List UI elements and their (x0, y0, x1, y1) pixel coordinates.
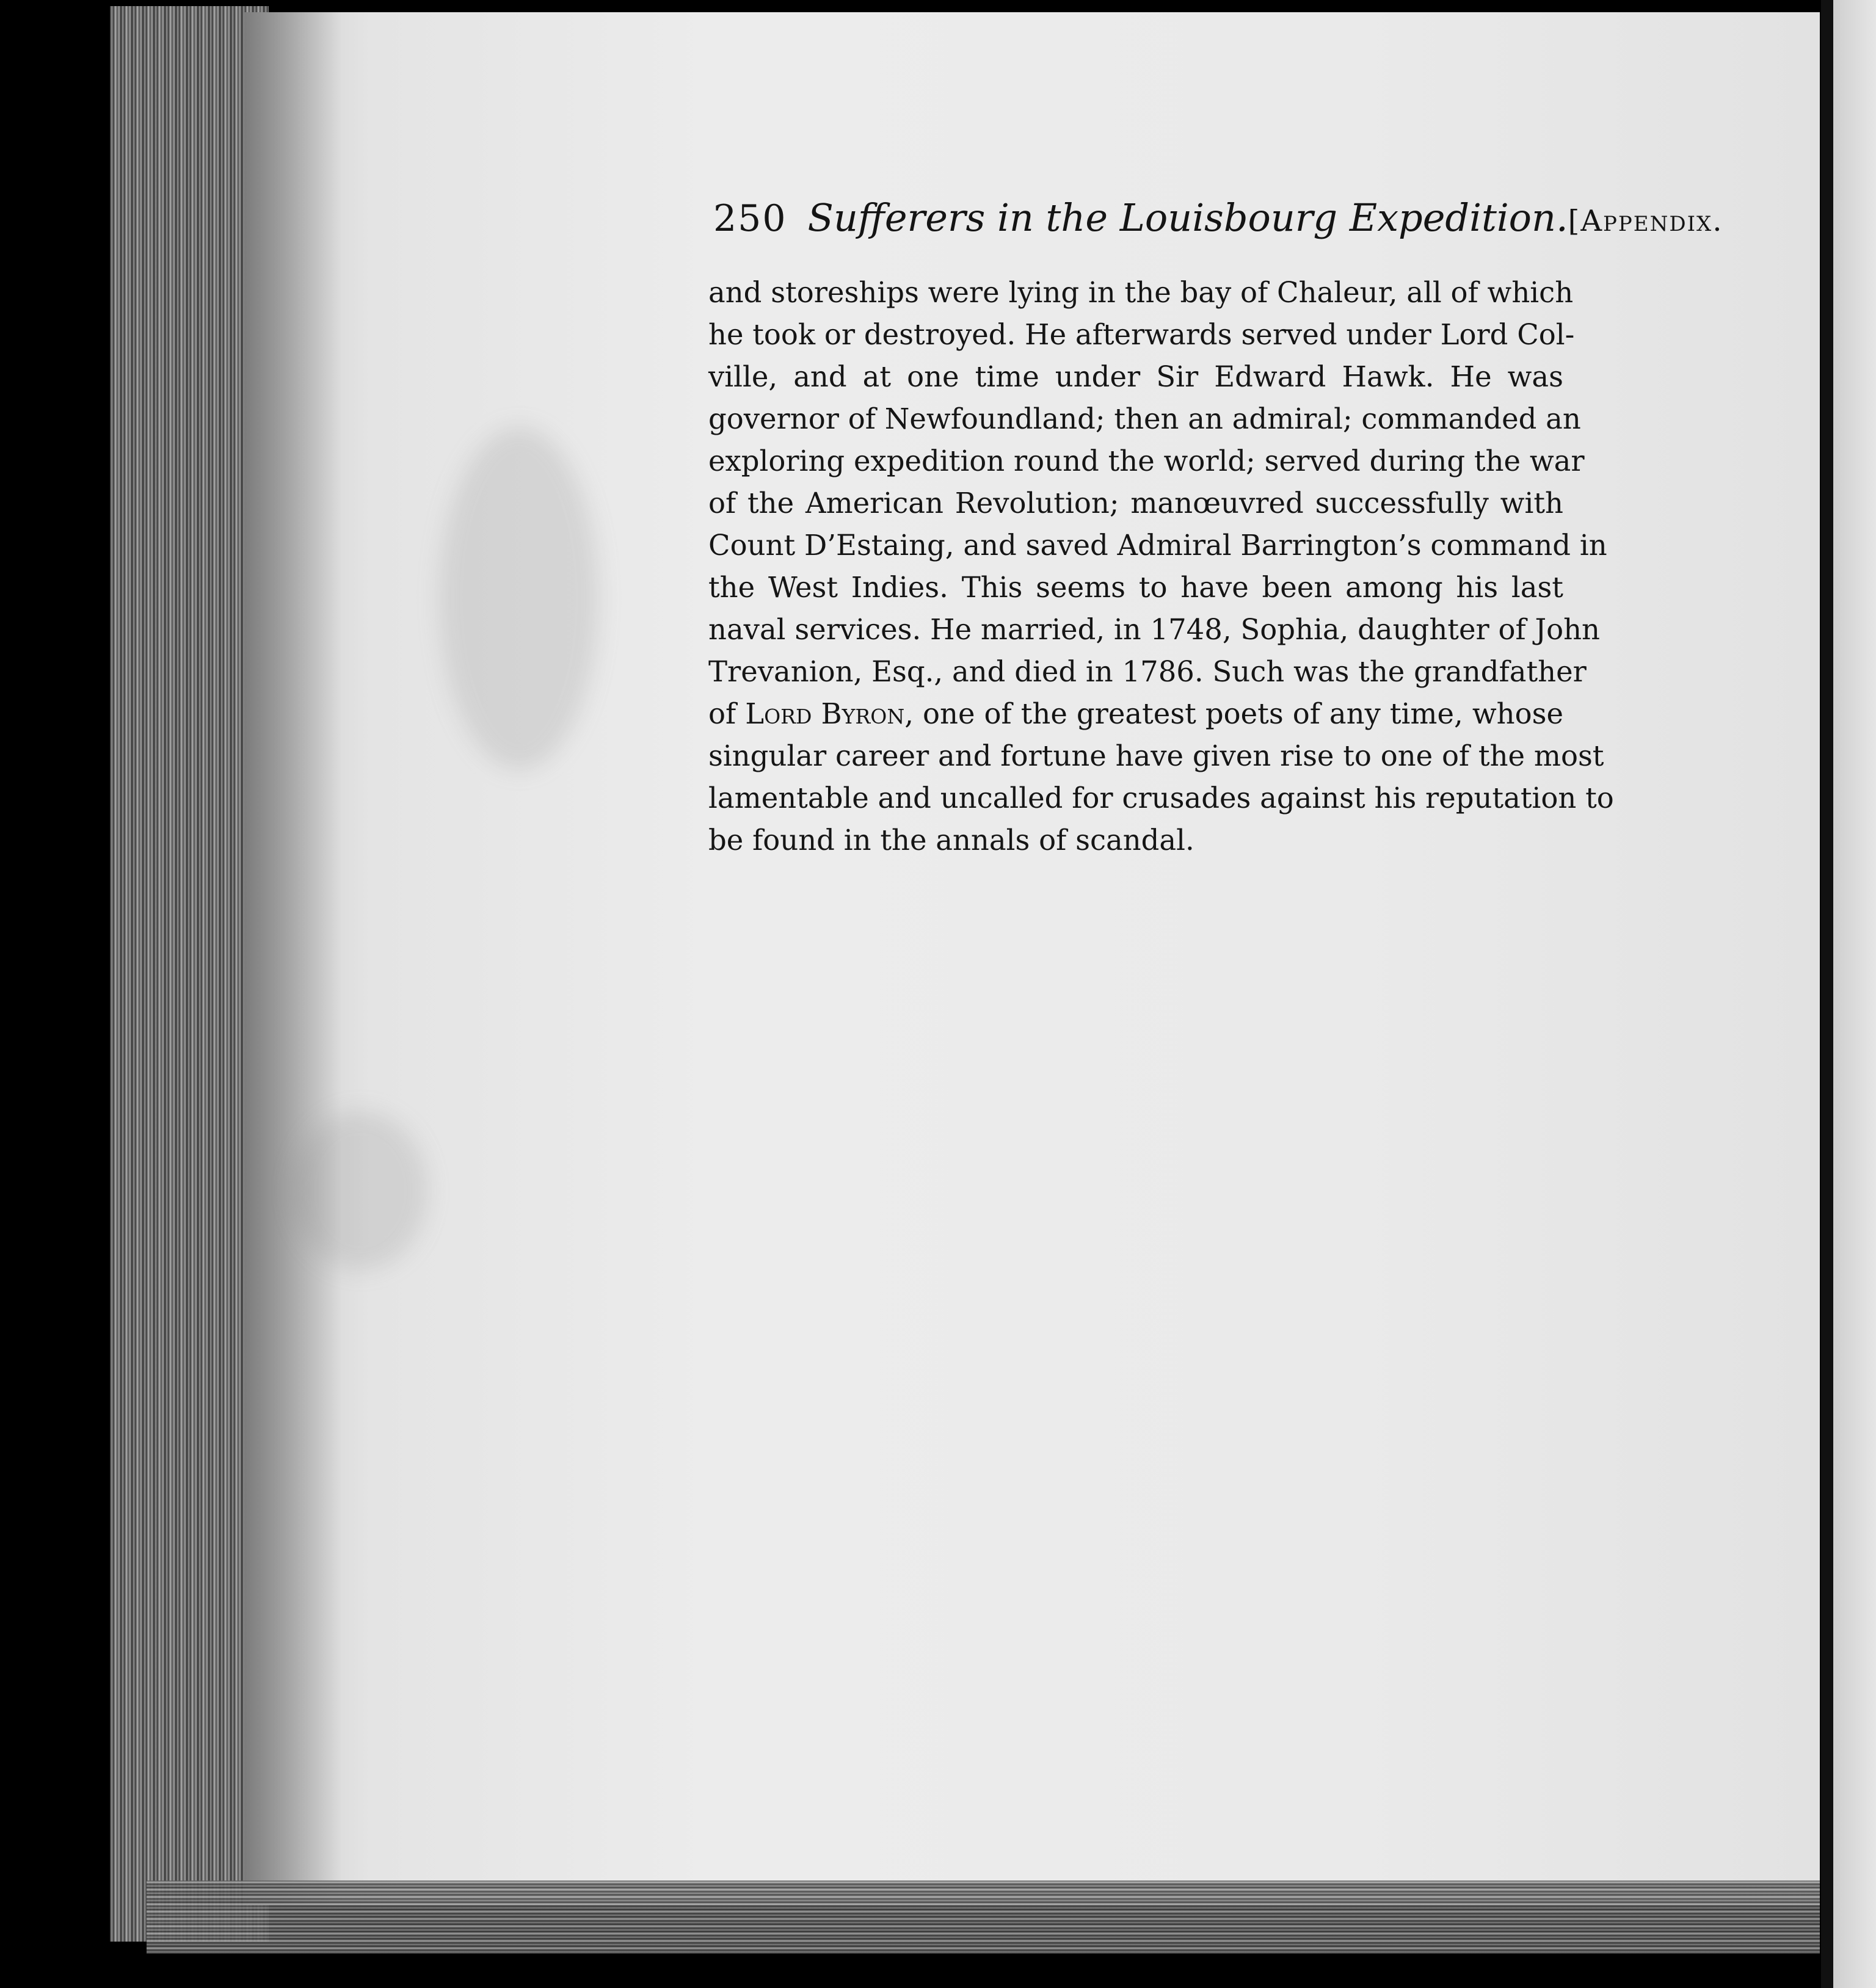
text-line: ville, and at one time under Sir Edward Hawk. He was (708, 360, 1563, 393)
text-fragment: of (708, 697, 746, 730)
text-fragment: , (904, 697, 923, 730)
text-line: of the American Revolution; manœuvred successfully with (708, 487, 1563, 520)
text-line: Count D’Estaing, and saved Admiral Barrington’s command in (708, 529, 1607, 562)
text-fragment: one of the greatest poets of any time, whose (923, 697, 1563, 730)
text-line: exploring expedition round the world; served during the war (708, 444, 1585, 477)
text-line: naval services. He married, in 1748, Sophia, daughter of John (708, 613, 1601, 646)
text-line: Trevanion, Esq., and died in 1786. Such was the grandfather (708, 655, 1587, 688)
text-line: governor of Newfoundland; then an admiral; commanded an (708, 402, 1581, 435)
text-line: he took or destroyed. He afterwards served under Lord Col- (708, 318, 1575, 351)
running-title: Sufferers in the Louisbourg Expedition. (807, 195, 1568, 240)
facing-page-strip (1833, 0, 1876, 1988)
running-header (713, 195, 1723, 263)
text-line: singular career and fortune have given rise to one of the most (708, 739, 1604, 772)
section-label: [Appendix. (1568, 204, 1723, 238)
text-line: and storeships were lying in the bay of Chaleur, all of which (708, 276, 1574, 309)
facing-page-edge (1821, 0, 1833, 1988)
gutter-shadow (244, 12, 342, 1905)
bleed-through-stain (440, 427, 598, 769)
text-line (708, 693, 1563, 735)
body-paragraph (708, 272, 1614, 862)
text-line: be found in the annals of scandal. (708, 824, 1194, 857)
page-edges-bottom (147, 1881, 1820, 1954)
page-number: 250 (713, 197, 787, 240)
text-line: lamentable and uncalled for crusades against his reputation to (708, 782, 1614, 814)
text-line: the West Indies. This seems to have been among his last (708, 571, 1563, 604)
bleed-through-stain (293, 1111, 427, 1270)
lord-byron-name: Lord Byron (745, 697, 905, 730)
